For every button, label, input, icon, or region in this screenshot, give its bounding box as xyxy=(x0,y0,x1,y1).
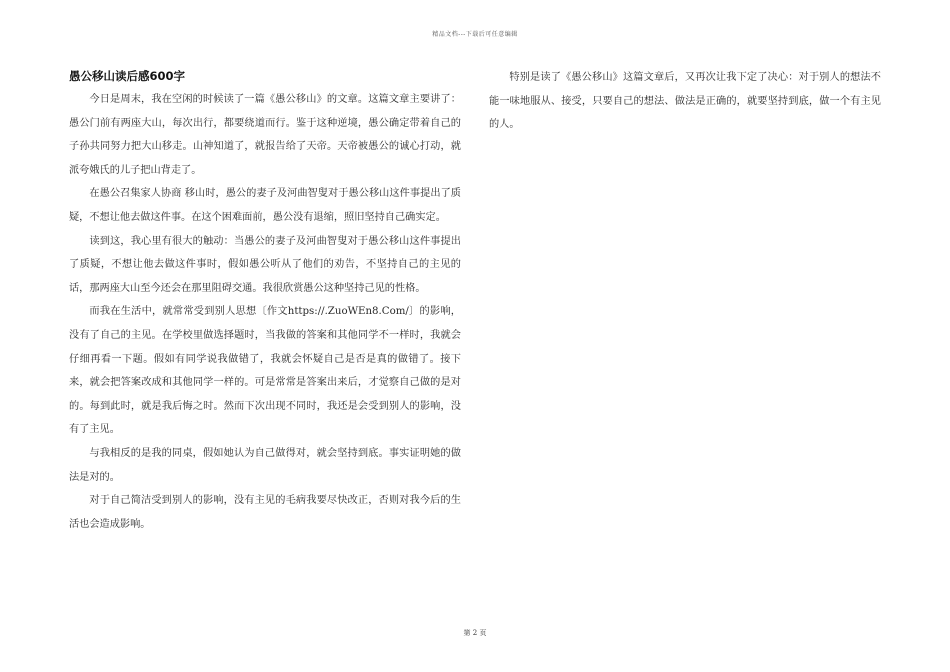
paragraph: 读到这，我心里有很大的触动：当愚公的妻子及河曲智叟对于愚公移山这件事提出了质疑，不想让他去做这件事时，假如愚公听从了他们的劝告，不坚持自己的主见的话，那两座大山至今还会在那里阻碍交通。我很欣赏愚公这种坚持己见的性格。 xyxy=(69,235,461,294)
paragraph: 对于自己简洁受到别人的影响，没有主见的毛病我要尽快改正，否则对我今后的生活也会造成影响。 xyxy=(69,495,461,530)
right-column xyxy=(489,66,881,137)
article-title: 愚公移山读后感600字 xyxy=(69,69,186,83)
paragraph: 与我相反的是我的同桌，假如她认为自己做得对，就会坚持到底。事实证明她的做法是对的。 xyxy=(69,447,461,483)
page-header: 精品文档---下载后可任意编辑 xyxy=(432,31,518,38)
page-number: 第 2 页 xyxy=(463,629,487,637)
paragraph: 而我在生活中，就常常受到别人思想〔作文https://.ZuoWEn8.Com/〕的影响，没有了自己的主见。在学校里做选择题时，当我做的答案和其他同学不一样时，我就会仔细再看一下题。假如有同学说我做错了，我就会怀疑自己是否是真的做错了。接下来，就会把答案改成和其他同学一样的。可是常常是答案出来后，才觉察自己做的是对的。每到此时，就是我后悔之时。然而下次出现不同时，我还是会受到别人的影响，没有了主见。 xyxy=(69,306,461,436)
paragraph: 特别是读了《愚公移山》这篇文章后，又再次让我下定了决心：对于别人的想法不能一味地服从、接受，只要自己的想法、做法是正确的，就要坚持到底，做一个有主见的人。 xyxy=(489,72,881,131)
paragraph: 在愚公召集家人协商 移山时，愚公的妻子及河曲智叟对于愚公移山这件事提出了质疑，不想让他去做这件事。在这个困难面前，愚公没有退缩，照旧坚持自己确实定。 xyxy=(69,188,461,223)
paragraph: 今日是周末，我在空闲的时候读了一篇《愚公移山》的文章。这篇文章主要讲了：愚公门前有两座大山，每次出行，都要绕道而行。鉴于这种逆境，愚公确定带着自己的子孙共同努力把大山移走。山神知道了，就报告给了天帝。天帝被愚公的诚心打动，就派夸娥氏的儿子把山背走了。 xyxy=(69,94,461,176)
left-column xyxy=(69,66,461,536)
